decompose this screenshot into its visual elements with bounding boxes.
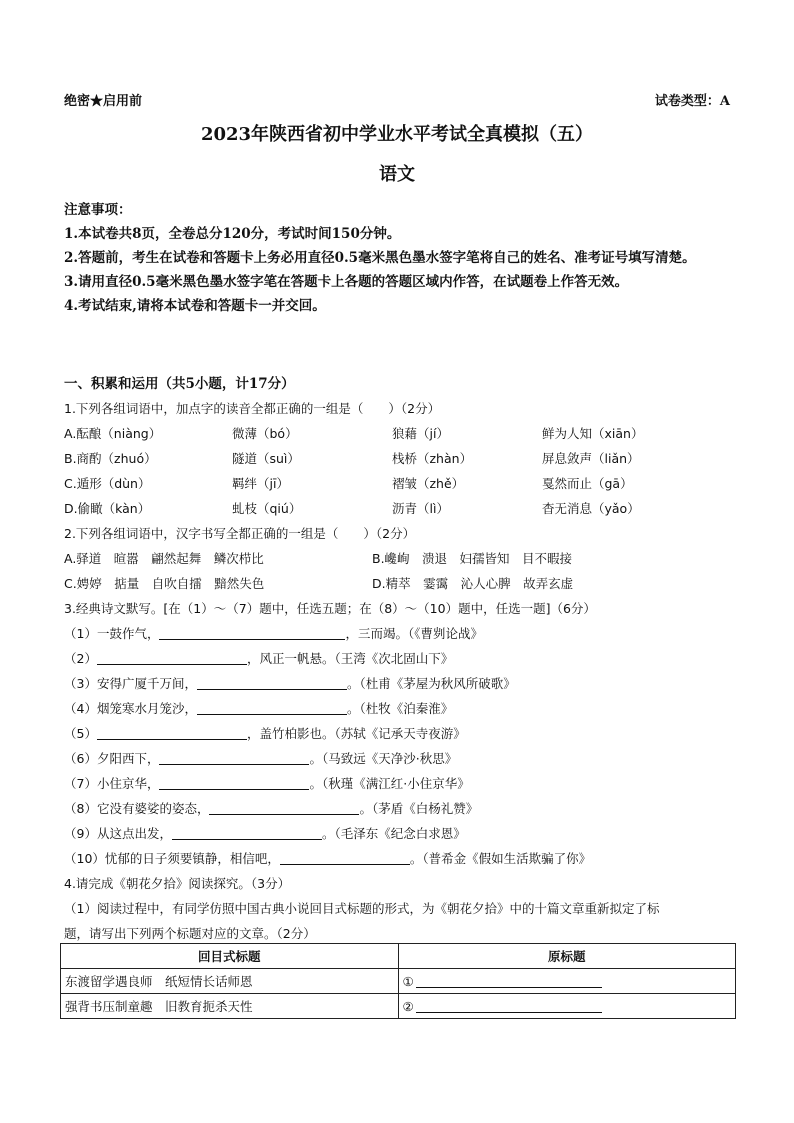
table-row [61,994,736,1019]
answer-blank[interactable] [197,700,347,715]
q3-line-suffix: 。（马致远《天净沙·秋思》 [309,751,458,766]
q1-option-word: 羁绊（jī） [232,476,289,491]
answer-blank[interactable] [159,775,309,790]
note-item: 2.答题前，考生在试卷和答题卡上务必用直径0.5毫米黑色墨水签字笔将自己的姓名、准考证号填写清楚。 [64,250,696,266]
q3-line-suffix: 。（杜甫《茅屋为秋风所破歌》 [346,676,516,691]
confidential-label: 绝密★启用前 [64,94,143,109]
q3-line [64,796,736,821]
q3-line [64,621,736,646]
notes-block [64,198,734,318]
q3-line [64,721,736,746]
q1-stem: 1.下列各组词语中，加点字的读音全都正确的一组是（ ）（2分） [64,401,441,416]
answer-blank[interactable] [97,650,247,665]
answer-blank[interactable] [159,750,309,765]
answer-blank[interactable] [416,1000,602,1013]
section-1-heading: 一、积累和运用（共5小题，计17分） [64,376,295,392]
q1-option-word: 戛然而止（gā） [542,476,633,491]
q3-line-suffix: ，三而竭。（《曹刿论战》 [345,626,483,641]
q1-option-word: 杳无消息（yǎo） [542,501,640,516]
q2-option: B.巉峋 溃退 妇孺皆知 目不暇接 [372,551,573,566]
table-cell-chapter-title: 东渡留学遇良师 纸短情长话师恩 [61,969,399,994]
q3-line [64,746,736,771]
q1-option-row [64,421,736,446]
q3-line [64,696,736,721]
q1-option-word: 栈桥（zhàn） [392,451,473,466]
q3-line-prefix: （3）安得广厦千万间， [64,676,197,691]
q3-line-suffix: ，盖竹柏影也。（苏轼《记承天寺夜游》 [246,726,466,741]
q2-option-row [64,546,736,571]
q4-sub1-text: （1）阅读过程中，有同学仿照中国古典小说回目式标题的形式，为《朝花夕拾》中的十篇文章重新拟定了标 [64,901,660,916]
q3-line-suffix: ，风正一帆悬。（王湾《次北固山下》 [246,651,454,666]
q2-stem: 2.下列各组词语中，汉字书写全都正确的一组是（ ）（2分） [64,526,416,541]
q3-line [64,646,736,671]
q1-option-word: B.商酌（zhuó） [64,451,157,466]
answer-blank[interactable] [97,725,247,740]
q3-line-suffix: 。（秋瑾《满江红·小住京华》 [309,776,470,791]
q3-line-prefix: （4）烟笼寒水月笼沙， [64,701,197,716]
q3-line [64,846,736,871]
q1-option-word: A.酝酿（niàng） [64,426,162,441]
q1-option-word: 微薄（bó） [232,426,298,441]
q3-line-prefix: （9）从这点出发， [64,826,172,841]
q3-stem: 3.经典诗文默写。[在（1）～（7）题中，任选五题；在（8）～（10）题中，任选一题]（6分） [64,601,596,616]
q2-option: C.娉婷 掂量 自吹自擂 黯然失色 [64,576,265,591]
table-row [61,969,736,994]
subject-title: 语文 [379,164,415,185]
table-cell-answer [398,969,736,994]
q3-line-prefix: （1）一鼓作气， [64,626,160,641]
answer-marker: ① [402,973,414,989]
q4-title-table [60,943,736,1019]
q1-option-row [64,496,736,521]
q1-option-word: 虬枝（qiú） [232,501,302,516]
q3-line-suffix: 。（杜牧《泊秦淮》 [346,701,454,716]
questions-body [64,396,736,946]
q1-option-row [64,446,736,471]
answer-marker: ② [402,998,414,1014]
table-cell-chapter-title: 强背书压制童趣 旧教育扼杀天性 [61,994,399,1019]
table-header-cell: 回目式标题 [61,944,399,969]
q3-line-suffix: 。（毛泽东《纪念白求恩》 [321,826,466,841]
note-item: 1.本试卷共8页，全卷总分120分，考试时间150分钟。 [64,226,401,242]
answer-blank[interactable] [197,675,347,690]
table-cell-answer [398,994,736,1019]
q4-stem: 4.请完成《朝花夕拾》阅读探究。（3分） [64,876,291,891]
note-item: 3.请用直径0.5毫米黑色墨水签字笔在答题卡上各题的答题区域内作答，在试题卷上作答无效。 [64,274,629,290]
q3-line-prefix: （6）夕阳西下， [64,751,160,766]
q3-line-suffix: 。（普希金《假如生活欺骗了你》 [409,851,592,866]
q1-option-word: 隧道（suì） [232,451,300,466]
q4-sub1-text: 题，请写出下列两个标题对应的文章。（2分） [64,926,316,941]
q1-option-row [64,471,736,496]
q3-line-prefix: （8）它没有婆娑的姿态， [64,801,210,816]
q3-line-prefix: （7）小住京华， [64,776,160,791]
note-item: 4.考试结束,请将本试卷和答题卡一并交回。 [64,298,326,314]
q1-option-word: C.遁形（dùn） [64,476,151,491]
q1-option-word: 褶皱（zhě） [392,476,465,491]
q1-option-word: D.偷瞰（kàn） [64,501,151,516]
answer-blank[interactable] [209,800,359,815]
q2-option: D.精萃 霎霭 沁人心脾 故弄玄虚 [372,576,574,591]
q1-option-word: 沥青（lì） [392,501,449,516]
table-header-row [61,944,736,969]
answer-blank[interactable] [172,825,322,840]
answer-blank[interactable] [416,975,602,988]
q3-line-suffix: 。（茅盾《白杨礼赞》 [359,801,479,816]
q3-line-prefix: （5） [64,726,97,741]
q3-line-prefix: （10）忧郁的日子须要镇静，相信吧， [64,851,280,866]
q2-option-row [64,571,736,596]
exam-title: 2023年陕西省初中学业水平考试全真模拟（五） [200,124,594,145]
table-header-cell: 原标题 [398,944,736,969]
answer-blank[interactable] [280,850,410,865]
q3-line [64,771,736,796]
paper-type-label: 试卷类型：A [654,94,730,109]
q1-option-word: 屏息敛声（liǎn） [542,451,640,466]
notes-heading: 注意事项： [64,202,132,218]
q2-option: A.驿道 暄嚣 翩然起舞 鳞次栉比 [64,551,264,566]
q3-line [64,821,736,846]
answer-blank[interactable] [159,625,345,640]
q3-line [64,671,736,696]
q1-option-word: 狼藉（jí） [392,426,449,441]
q3-line-prefix: （2） [64,651,97,666]
q1-option-word: 鲜为人知（xiān） [542,426,644,441]
